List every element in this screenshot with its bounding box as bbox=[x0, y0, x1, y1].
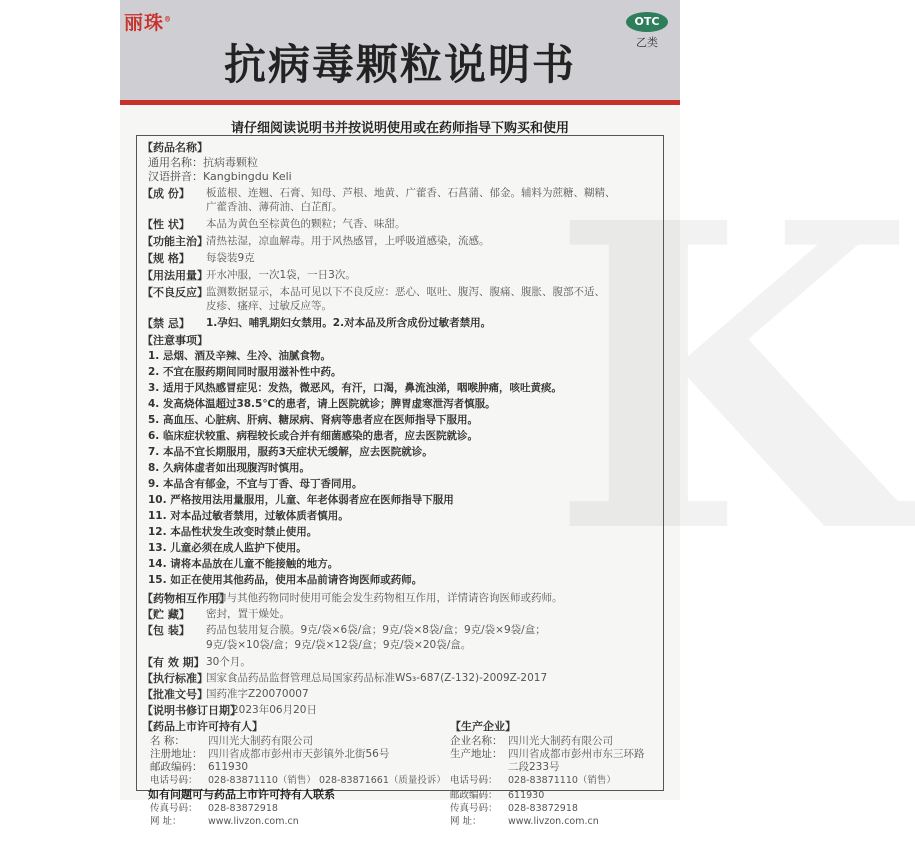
footer-note: 如有问题可与药品上市许可持有人联系 bbox=[148, 788, 335, 801]
label-specification: 【规 格】 bbox=[142, 252, 190, 265]
value-specification: 每袋装9克 bbox=[206, 252, 255, 264]
value-revision-date: 2023年06月20日 bbox=[232, 704, 317, 716]
manufacturer-row: 传真号码： 028-83872918 bbox=[450, 803, 578, 814]
manufacturer-row: 网 址： www.livzon.com.cn bbox=[450, 816, 599, 827]
manufacturer-row: 二段233号 bbox=[508, 761, 560, 773]
label-appearance: 【性 状】 bbox=[142, 218, 190, 231]
manufacturer-row: 企业名称： 四川光大制药有限公司 bbox=[450, 735, 613, 747]
precaution-item: 2. 不宜在服药期间同时服用滋补性中药。 bbox=[148, 366, 342, 378]
pinyin-row: 汉语拼音：Kangbingdu Keli bbox=[148, 170, 292, 183]
precaution-item: 6. 临床症状较重、病程较长或合并有细菌感染的患者，应去医院就诊。 bbox=[148, 430, 478, 442]
value-packaging-line1: 药品包装用复合膜。9克/袋×6袋/盒；9克/袋×8袋/盒；9克/袋×9袋/盒； bbox=[206, 624, 546, 636]
precaution-item: 11. 对本品过敏者禁用，过敏体质者慎用。 bbox=[148, 510, 349, 522]
label-interactions: 【药物相互作用】 bbox=[142, 592, 230, 605]
value-dosage: 开水冲服，一次1袋，一日3次。 bbox=[206, 269, 356, 281]
value-approval-no: 国药准字Z20070007 bbox=[206, 688, 309, 700]
document-title: 抗病毒颗粒说明书 bbox=[223, 40, 576, 89]
precaution-item: 7. 本品不宜长期服用，服药3天症状无缓解，应去医院就诊。 bbox=[148, 446, 433, 458]
precaution-item: 9. 本品含有郁金，不宜与丁香、母丁香同用。 bbox=[148, 478, 363, 490]
label-indications: 【功能主治】 bbox=[142, 235, 208, 248]
value-appearance: 本品为黄色至棕黄色的颗粒；气香、味甜。 bbox=[206, 218, 406, 230]
label-ingredients: 【成 份】 bbox=[142, 187, 190, 200]
value-standard: 国家食品药品监督管理总局国家药品标准WS₃-687(Z-132)-2009Z-2017 bbox=[206, 672, 548, 684]
value-adverse-line1: 监测数据显示，本品可见以下不良反应：恶心、呕吐、腹泻、腹痛、腹胀、腹部不适、 bbox=[206, 286, 605, 298]
precaution-item: 3. 适用于风热感冒症见：发热，微恶风，有汗，口渴，鼻流浊涕，咽喉肿痛，咳吐黄痰。 bbox=[148, 382, 562, 394]
brand-logo: 丽珠® bbox=[124, 12, 173, 34]
otc-badge: OTC bbox=[626, 12, 668, 32]
manufacturer-row: 邮政编码： 611930 bbox=[450, 790, 545, 801]
holder-row: 传真号码： 028-83872918 bbox=[150, 803, 278, 814]
common-name-row: 通用名称：抗病毒颗粒 bbox=[148, 156, 258, 169]
precaution-item: 4. 发高烧体温超过38.5℃的患者，请上医院就诊；脾胃虚寒泄泻者慎服。 bbox=[148, 398, 496, 410]
value-packaging-line2: 9克/袋×10袋/盒；9克/袋×12袋/盒；9克/袋×20袋/盒。 bbox=[206, 639, 472, 651]
precaution-item: 8. 久病体虚者如出现腹泻时慎用。 bbox=[148, 462, 310, 474]
precaution-item: 10. 严格按用法用量服用，儿童、年老体弱者应在医师指导下服用 bbox=[148, 494, 454, 506]
value-storage: 密封，置干燥处。 bbox=[206, 608, 290, 620]
holder-row: 注册地址： 四川省成都市彭州市天彭镇外北街56号 bbox=[150, 748, 390, 760]
subtitle: 请仔细阅读说明书并按说明使用或在药师指导下购买和使用 bbox=[230, 121, 569, 136]
label-storage: 【贮 藏】 bbox=[142, 608, 190, 621]
holder-row: 网 址： www.livzon.com.cn bbox=[150, 816, 299, 827]
precaution-item: 12. 本品性状发生改变时禁止使用。 bbox=[148, 526, 318, 538]
section-drug-name-label: 【药品名称】 bbox=[142, 141, 208, 154]
holder-row: 电话号码： 028-83871110（销售） 028-83871661（质量投诉） bbox=[150, 775, 446, 786]
value-adverse-line2: 皮疹、瘙痒、过敏反应等。 bbox=[206, 300, 332, 312]
header-band bbox=[120, 0, 680, 100]
label-contraindications: 【禁 忌】 bbox=[142, 317, 190, 330]
precaution-item: 14. 请将本品放在儿童不能接触的地方。 bbox=[148, 558, 339, 570]
precaution-item: 15. 如正在使用其他药品，使用本品前请咨询医师或药师。 bbox=[148, 574, 423, 586]
label-precautions: 【注意事项】 bbox=[142, 334, 208, 347]
label-manufacturer: 【生产企业】 bbox=[450, 720, 516, 733]
label-license-holder: 【药品上市许可持有人】 bbox=[142, 720, 263, 733]
label-approval-no: 【批准文号】 bbox=[142, 688, 208, 701]
precaution-item: 5. 高血压、心脏病、肝病、糖尿病、肾病等患者应在医师指导下服用。 bbox=[148, 414, 478, 426]
precaution-item: 1. 忌烟、酒及辛辣、生冷、油腻食物。 bbox=[148, 350, 331, 362]
value-indications: 清热祛湿，凉血解毒。用于风热感冒，上呼吸道感染，流感。 bbox=[206, 235, 490, 247]
manufacturer-row: 生产地址： 四川省成都市彭州市东三环路 bbox=[450, 748, 645, 760]
label-shelf-life: 【有 效 期】 bbox=[142, 656, 205, 669]
watermark-k: K bbox=[550, 133, 915, 626]
otc-class-label: 乙类 bbox=[636, 36, 658, 49]
leaflet-sheet bbox=[120, 0, 915, 800]
label-standard: 【执行标准】 bbox=[142, 672, 208, 685]
holder-row: 名 称： 四川光大制药有限公司 bbox=[150, 735, 313, 747]
value-ingredients-line2: 广藿香油、薄荷油、白芷酊。 bbox=[206, 201, 343, 213]
holder-row: 邮政编码： 611930 bbox=[150, 761, 249, 773]
label-packaging: 【包 装】 bbox=[142, 624, 190, 637]
value-shelf-life: 30个月。 bbox=[206, 656, 251, 668]
label-dosage: 【用法用量】 bbox=[142, 269, 208, 282]
label-adverse-reactions: 【不良反应】 bbox=[142, 286, 208, 299]
value-ingredients-line1: 板蓝根、连翘、石膏、知母、芦根、地黄、广藿香、石菖蒲、郁金。辅料为蔗糖、糊精、 bbox=[206, 187, 616, 199]
value-contraindications: 1.孕妇、哺乳期妇女禁用。2.对本品及所含成份过敏者禁用。 bbox=[206, 317, 492, 329]
value-interactions: 如与其他药物同时使用可能会发生药物相互作用，详情请咨询医师或药师。 bbox=[216, 592, 563, 604]
red-divider bbox=[120, 100, 680, 105]
label-revision-date: 【说明书修订日期】 bbox=[142, 704, 241, 717]
manufacturer-row: 电话号码： 028-83871110（销售） bbox=[450, 775, 616, 786]
precaution-item: 13. 儿童必须在成人监护下使用。 bbox=[148, 542, 307, 554]
